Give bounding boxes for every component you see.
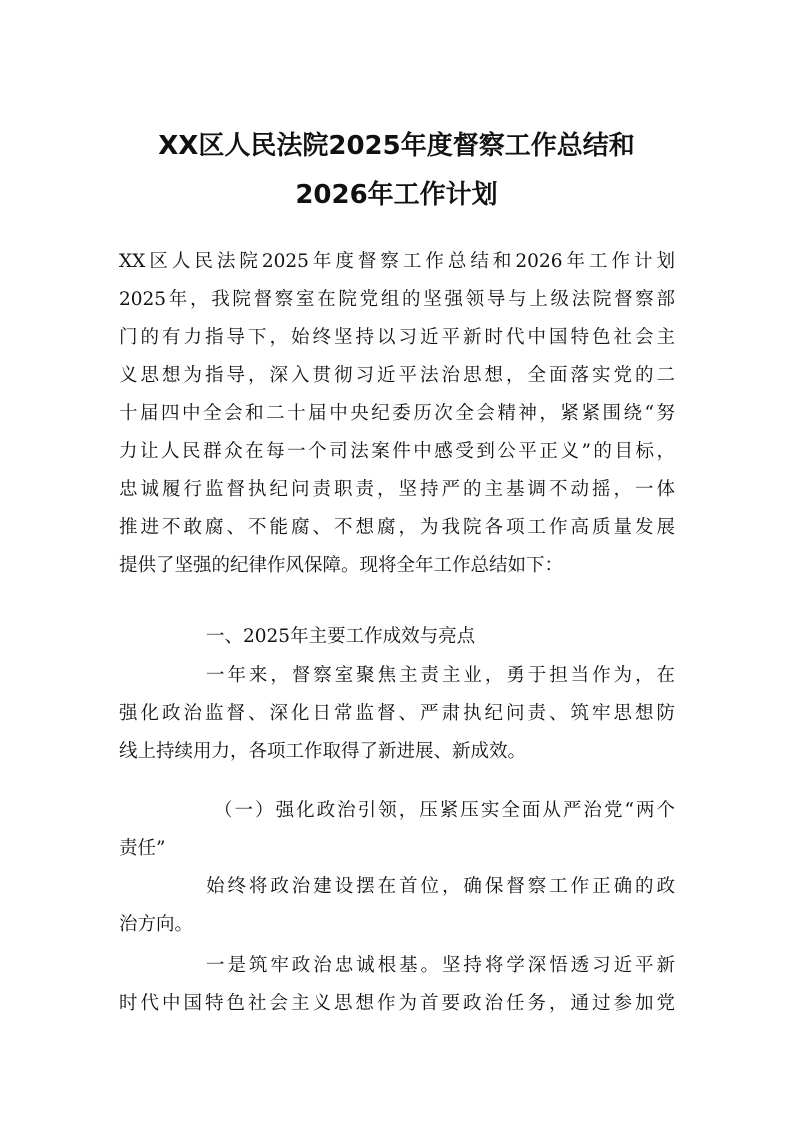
paragraph-line: XX区人民法院2025年度督察工作总结和2026年工作计划: [119, 251, 675, 272]
document-title-line-2: 2026年工作计划: [295, 180, 498, 210]
paragraph-line: 时代中国特色社会主义思想作为首要政治任务，通过参加党: [119, 993, 675, 1014]
paragraph-line: 强化政治监督、深化日常监督、严肃执纪问责、筑牢思想防: [119, 703, 675, 724]
paragraph-line: 提供了坚强的纪律作风保障。现将全年工作总结如下：: [119, 555, 564, 576]
paragraph-line: 始终将政治建设摆在首位，确保督察工作正确的政: [206, 876, 675, 897]
paragraph-line: 力让人民群众在每一个司法案件中感受到公平正义”的目标，: [119, 441, 675, 462]
paragraph-line: 门的有力指导下，始终坚持以习近平新时代中国特色社会主: [119, 327, 675, 348]
document-title-line-1: XX区人民法院2025年度督察工作总结和: [158, 131, 635, 161]
paragraph-line: 2025年，我院督察室在院党组的坚强领导与上级法院督察部: [119, 289, 675, 310]
paragraph-line: 义思想为指导，深入贯彻习近平法治思想，全面落实党的二: [119, 365, 675, 386]
subsection-heading: 责任”: [119, 838, 166, 859]
subsection-heading: （一）强化政治引领，压紧压实全面从严治党“两个: [214, 800, 675, 821]
paragraph-line: 一年来，督察室聚焦主责主业，勇于担当作为，在: [206, 665, 675, 686]
paragraph-line: 线上持续用力，各项工作取得了新进展、新成效。: [119, 741, 527, 762]
paragraph-line: 一是筑牢政治忠诚根基。坚持将学深悟透习近平新: [206, 955, 675, 976]
paragraph-line: 十届四中全会和二十届中央纪委历次全会精神，紧紧围绕“努: [119, 403, 675, 424]
paragraph-line: 推进不敢腐、不能腐、不想腐，为我院各项工作高质量发展: [119, 517, 675, 538]
section-heading: 一、2025年主要工作成效与亮点: [206, 626, 476, 647]
paragraph-line: 治方向。: [119, 914, 194, 935]
paragraph-line: 忠诚履行监督执纪问责职责，坚持严的主基调不动摇，一体: [119, 479, 675, 500]
